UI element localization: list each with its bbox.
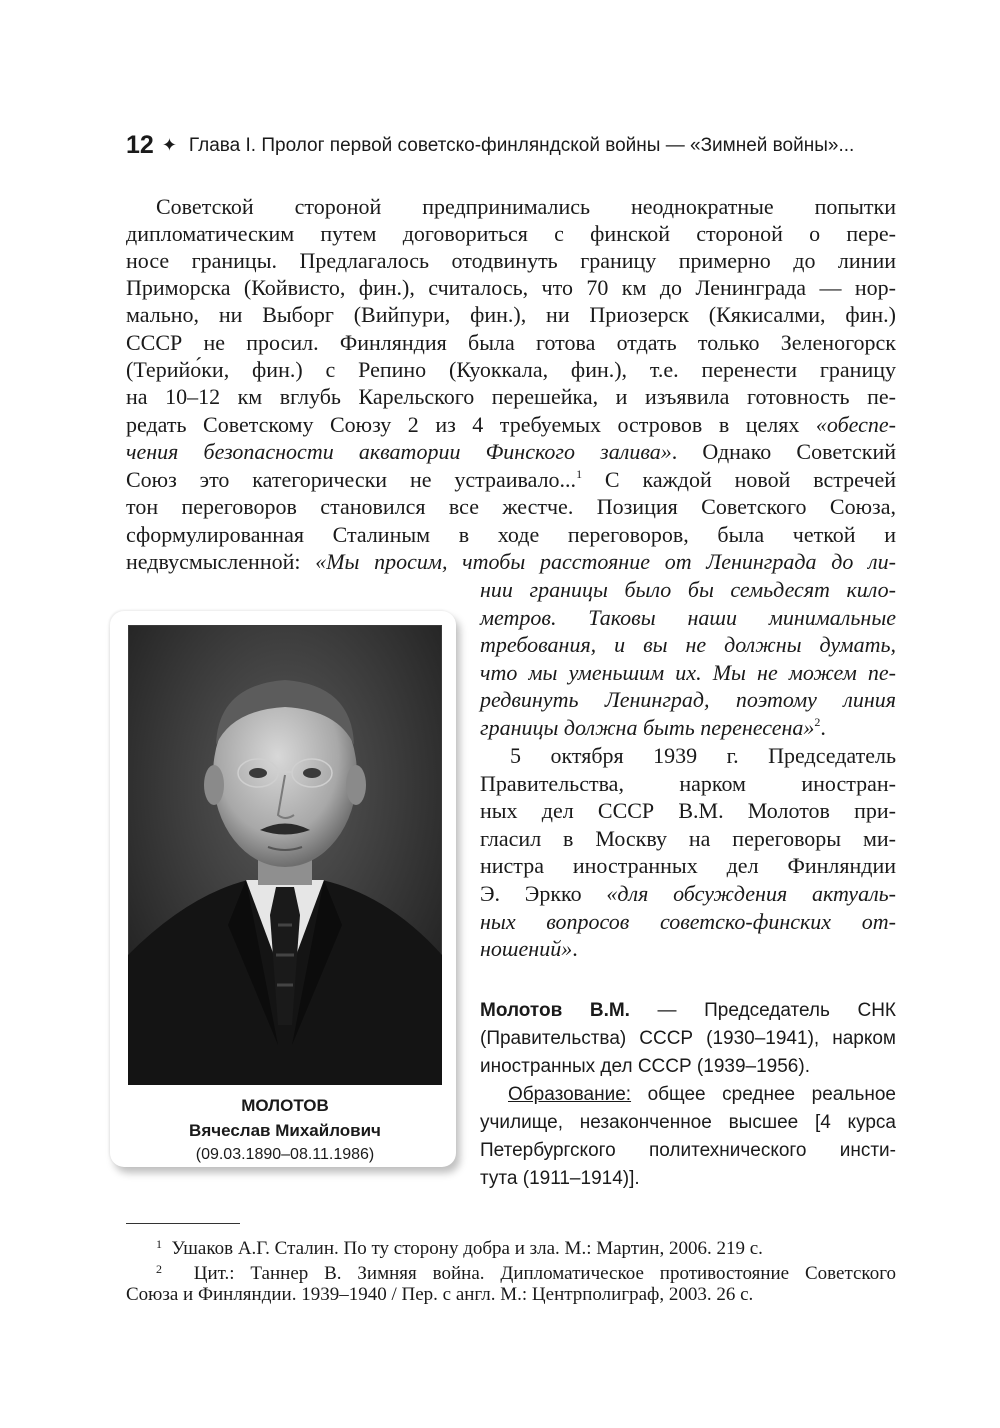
caption-dates: (09.03.1890–08.11.1986): [195, 1146, 375, 1163]
portrait-illustration: [128, 625, 442, 1085]
footnote-ref: 1: [576, 467, 583, 481]
footnote-ref: 2: [814, 715, 821, 729]
portrait-photo: [128, 625, 442, 1085]
separator-icon: ✦: [161, 135, 177, 155]
body-line: Союз это категорически не устраивало...$^1$ С каждой новой встречей: [126, 467, 896, 492]
bio-name: Молотов В.М.: [480, 1000, 630, 1021]
body-line: Приморска (Койвисто, фин.), считалось, что 70 км до Ленинграда — нор-: [126, 275, 896, 300]
caption-name: Вячеслав Михайлович: [189, 1121, 381, 1140]
footnote-rule: [126, 1223, 240, 1224]
footnote-1: $^1$ Ушаков А.Г. Сталин. По ту сторону добра и зла. М.: Мартин, 2006. 219 с.: [156, 1237, 763, 1259]
body-line: мально, ни Выборг (Вийпури, фин.), ни Приозерск (Кякисалми, фин.): [126, 302, 896, 327]
body-line: (Терийо́ки, фин.) с Репино (Куоккала, фин.), т.е. перенести границу: [126, 357, 896, 382]
page-number: 12: [126, 131, 154, 159]
education-label: Образование:: [508, 1084, 632, 1105]
caption-surname: МОЛОТОВ: [241, 1096, 329, 1115]
body-line: сформулированная Сталиным в ходе переговоров, была четкой и: [126, 522, 896, 547]
body-line: носе границы. Предлагалось отодвинуть границу примерно до линии: [126, 248, 896, 273]
running-title: Глава I. Пролог первой советско-финляндской войны — «Зимней войны»...: [188, 135, 855, 156]
body-line: чения безопасности акватории Финского залива». Однако Советский: [126, 439, 896, 464]
body-line: СССР не просил. Финляндия была готова отдать только Зеленогорск: [126, 330, 896, 355]
body-line: дипломатическим путем договориться с финской стороной о пере-: [126, 221, 896, 246]
body-line: на 10–12 км вглубь Карельского перешейка, и изъявила готовность пе-: [126, 384, 896, 409]
body-line: Советской стороной предпринимались неоднократные попытки: [156, 194, 896, 219]
body-line: тон переговоров становился все жестче. Позиция Советского Союза,: [126, 494, 896, 519]
body-line: редать Советскому Союзу 2 из 4 требуемых островов в целях «обеспе-: [126, 412, 896, 437]
running-header: [126, 128, 926, 162]
footnote-2-cont: Союза и Финляндии. 1939–1940 / Пер. с англ. М.: Центрполиграф, 2003. 26 с.: [126, 1284, 754, 1305]
body-line: недвусмысленной: «Мы просим, чтобы расстояние от Ленинграда до ли-: [126, 549, 896, 574]
footnote-2: $^2$ Цит.: Таннер В. Зимняя война. Дипломатическое противостояние Советского: [156, 1262, 897, 1284]
